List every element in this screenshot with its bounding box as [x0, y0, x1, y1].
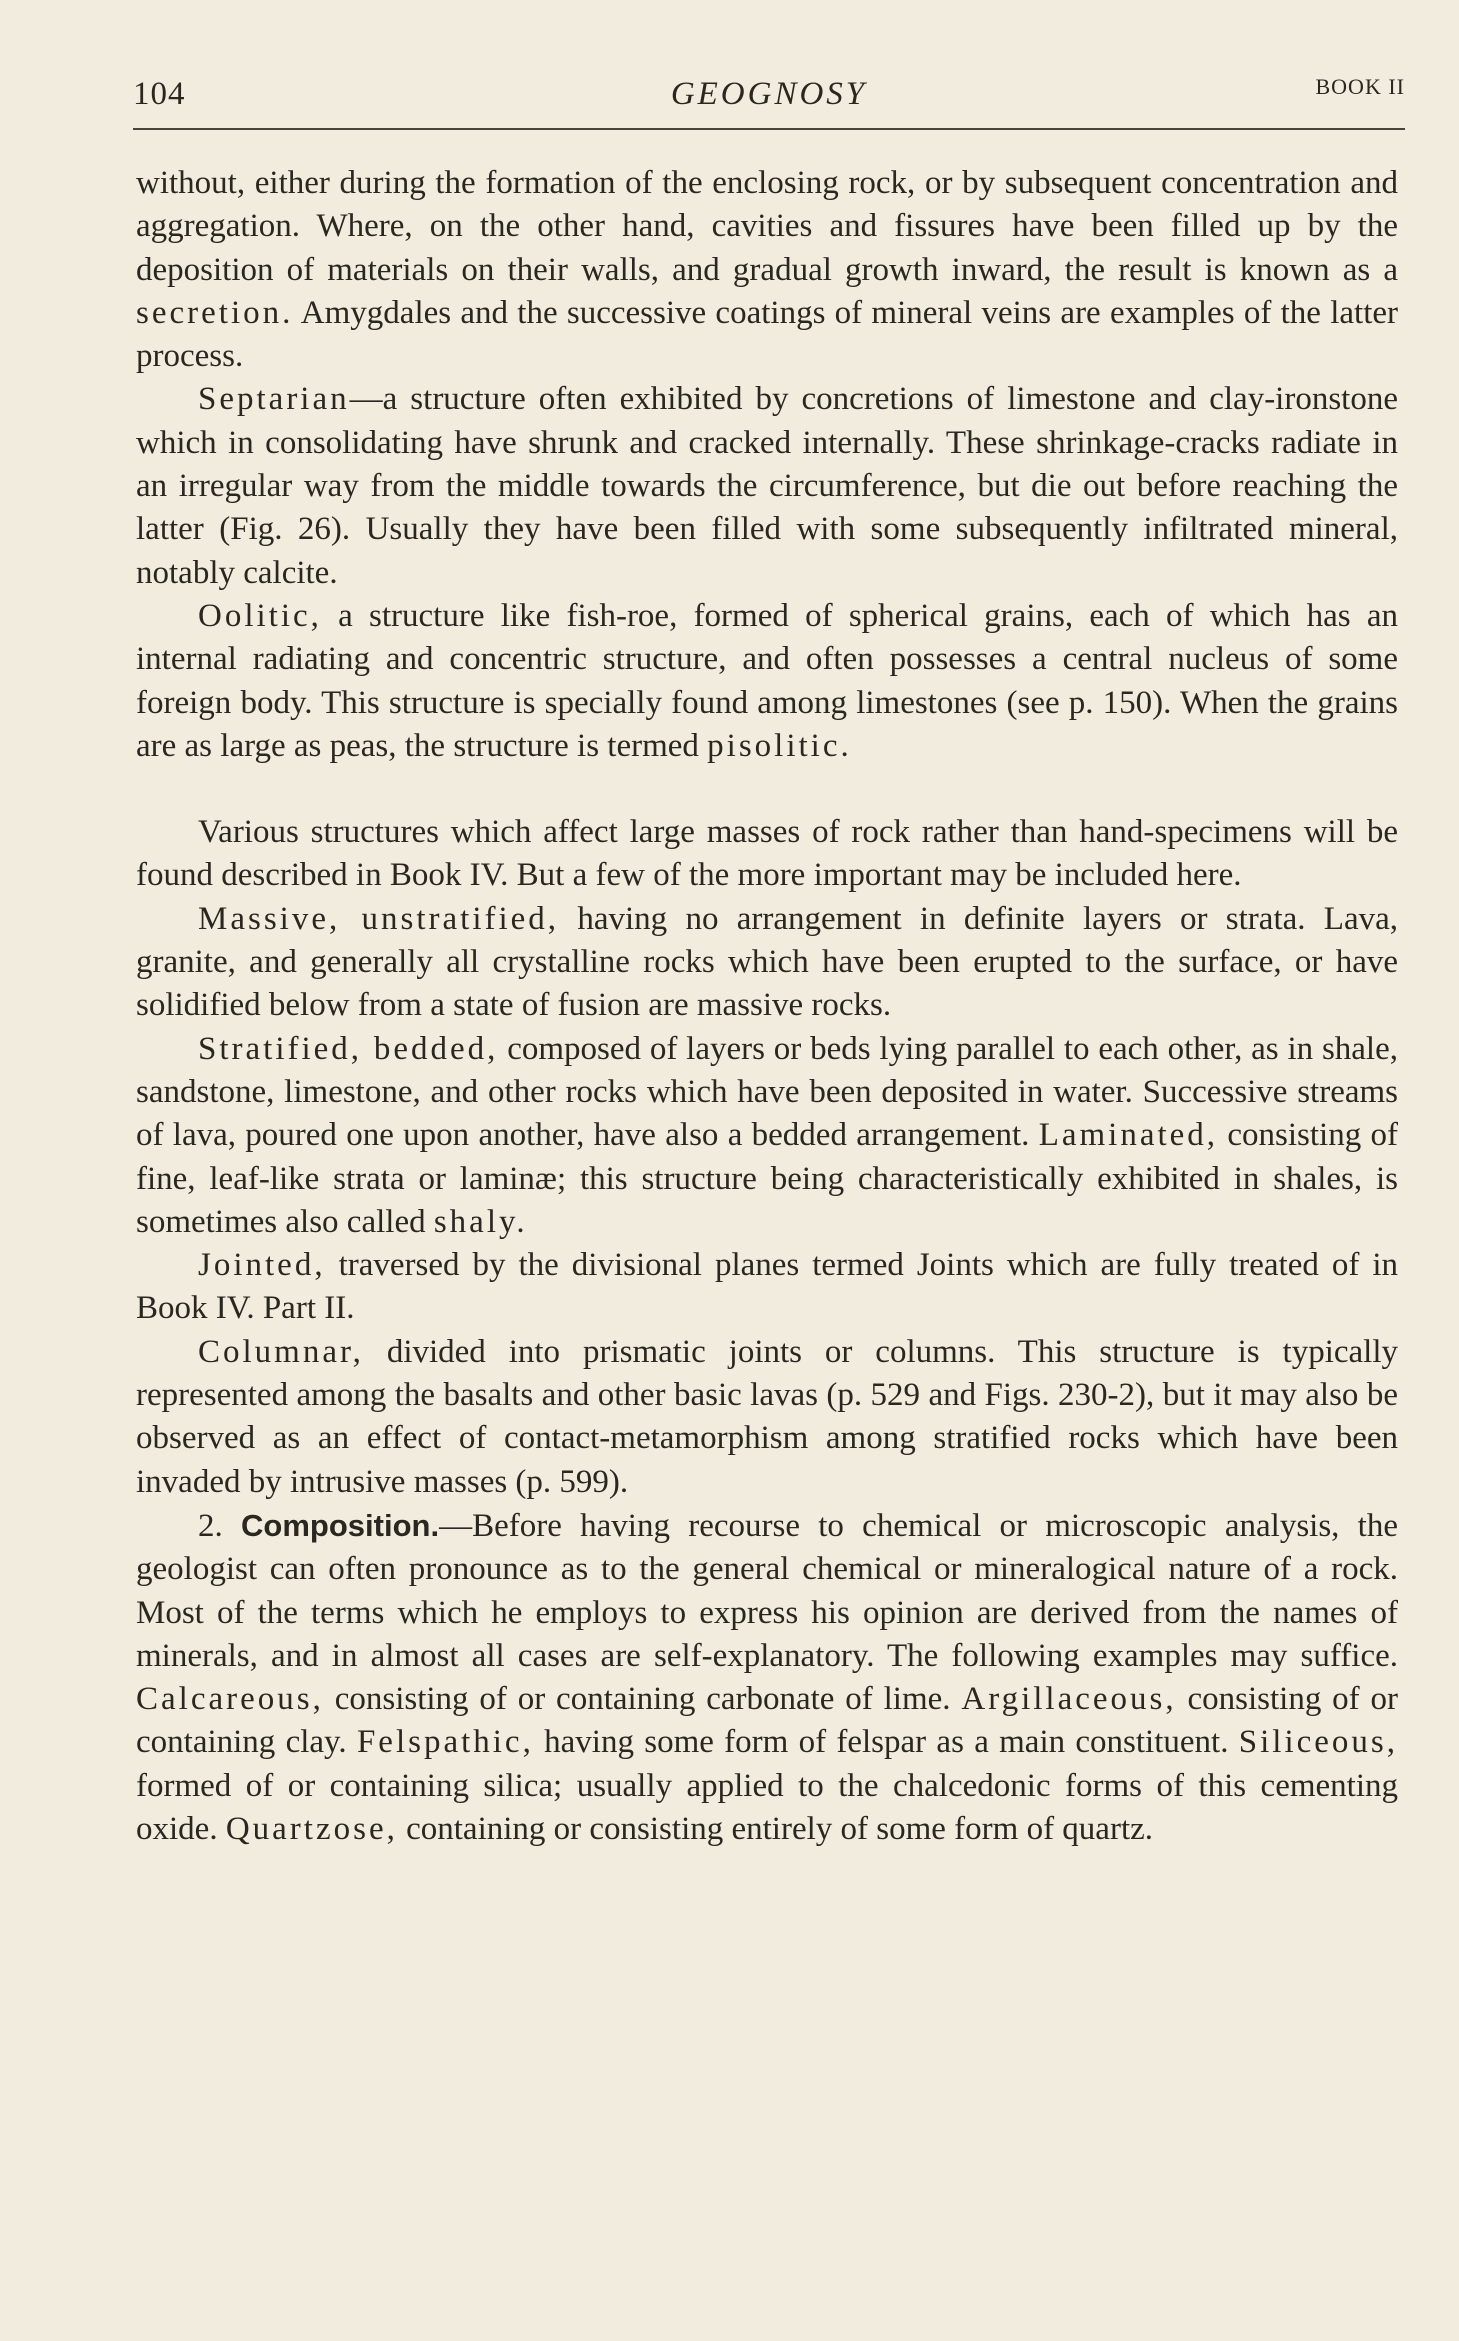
term-shaly: shaly.	[433, 1203, 528, 1240]
term-calcareous: Calcareous,	[136, 1681, 324, 1718]
paragraph-septarian: Septarian—a structure often exhibited by concretions of limestone and clay-ironstone which in consolidating have shrunk and cracked internally. These shrinkage-cracks radiate in an irregular way from the middle towards the circumference, but die out before reaching the latter (Fig. 26). Usually they have been filled with some subsequently infiltrated mineral, notably calcite.	[136, 381, 1398, 591]
term-quartzose: Quartzose,	[225, 1810, 398, 1847]
term-laminated: Laminated,	[1038, 1117, 1219, 1154]
paragraph-columnar: Columnar, divided into prismatic joints or columns. This structure is typically represented among the basalts and other basic lavas (p. 529 and Figs. 230-2), but it may also be observed as an effect of contact-metamorphism among stratified rocks which have been invaded by intrusive masses (p. 599).	[136, 1333, 1398, 1500]
running-header	[133, 72, 1405, 130]
paragraph-oolitic: Oolitic, a structure like fish-roe, formed of spherical grains, each of which has an internal radiating and concentric structure, and often possesses a central nucleus of some foreign body. This structure is specially found among limestones (see p. 150). When the grains are as large as peas, the structure is termed pisolitic.	[136, 597, 1398, 764]
term-jointed: Jointed,	[198, 1247, 326, 1284]
page-body	[136, 162, 1398, 1851]
term-columnar: Columnar,	[198, 1333, 364, 1370]
paragraph-massive: Massive, unstratified, having no arrangement in definite layers or strata. Lava, granite, and generally all crystalline rocks which have been erupted to the surface, or have solidified below from a state of fusion are massive rocks.	[136, 900, 1398, 1024]
term-septarian: Septarian	[198, 381, 350, 418]
paragraph-composition: 2. Composition.—Before having recourse to chemical or microscopic analysis, the geologist can often pronounce as to the general chemical or mineralogical nature of a rock. Most of the terms which he employs to express his opinion are derived from the names of minerals, and in almost all cases are self-explanatory. The following examples may suffice. Calcareous, consisting of or containing carbonate of lime. Argillaceous, consisting of or containing clay. Felspathic, having some form of felspar as a main constituent. Siliceous, formed of or containing silica; usually applied to the chalcedonic forms of this cementing oxide. Quartzose, containing or consisting entirely of some form of quartz.	[136, 1507, 1399, 1847]
term-pisolitic: pisolitic.	[707, 727, 852, 764]
paragraph-concretion-cont: without, either during the formation of the enclosing rock, or by subsequent concentration and aggregation. Where, on the other hand, cavities and fissures have been filled up by the deposition of materials on their walls, and gradual growth inward, the result is known as a secretion. Amygdales and the successive coatings of mineral veins are examples of the latter process.	[136, 165, 1398, 375]
term-felspathic: Felspathic,	[356, 1724, 534, 1761]
book-label: BOOK II	[1315, 74, 1405, 99]
paragraph-stratified: Stratified, bedded, composed of layers or beds lying parallel to each other, as in shale, sandstone, limestone, and other rocks which have been deposited in water. Successive streams of lava, poured one upon another, have also a bedded arrangement. Laminated, consisting of fine, leaf-like strata or laminæ; this structure being characteristically exhibited in shales, is sometimes also called shaly.	[136, 1030, 1398, 1240]
paragraph-jointed: Jointed, traversed by the divisional planes termed Joints which are fully treated of in Book IV. Part II.	[136, 1247, 1398, 1327]
running-title: GEOGNOSY	[670, 76, 868, 112]
paragraph-large-structures: Various structures which affect large masses of rock rather than hand-specimens will be found described in Book IV. But a few of the more important may be included here.	[136, 814, 1398, 894]
term-siliceous: Siliceous,	[1238, 1724, 1398, 1761]
section-heading-composition: Composition.	[241, 1507, 440, 1543]
term-massive: Massive, unstratified,	[198, 900, 560, 937]
term-oolitic: Oolitic,	[198, 597, 322, 634]
term-stratified: Stratified, bedded,	[198, 1030, 499, 1067]
term-secretion: secretion.	[136, 294, 294, 331]
term-argillaceous: Argillaceous,	[961, 1681, 1177, 1718]
page-number: 104	[133, 76, 186, 112]
